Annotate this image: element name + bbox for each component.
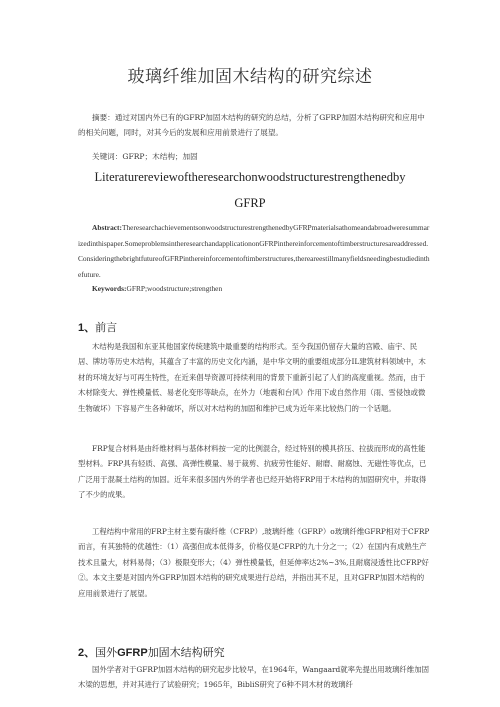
section-2-title-pre: 国外	[95, 646, 118, 659]
page-title: 玻璃纤维加固木结构的研究综述	[127, 67, 373, 87]
section-2-number: 2、	[78, 647, 96, 659]
section-2-heading	[78, 644, 225, 660]
section-1-heading	[78, 319, 117, 335]
abstract-en-label: Abstract:	[92, 223, 122, 232]
section-1-paragraph-3: 工程结构中常用的FRP主材主要有碳纤维（CFRP）,玻璃纤维（GFRP）o玻璃纤维GFRP相对于CFRP而言，有其独特的优越性：（1）高强但成本低得多，价格仅是CFRP的九十分之一；（2）在国内有成熟生产技术且量大，材料易得；（3）极限变形大；（4）弹性模量低，但延伸率达2%~3%,且耐腐浸透性比CFRP好②。本文主要是对国内外GFRP加固木结构的研究成果进行总结，并指出其不足，且对GFRP加固木结构的应用前景进行了展望。	[78, 527, 430, 598]
title-en-line2: GFRP	[234, 196, 266, 210]
section-1-paragraph-1: 木结构是我国和东亚其他国家传统建筑中最重要的结构形式。至今我国仍留存大量的宫殿、庙宇、民居、牌坊等历史木结构，其蕴含了丰富的历史文化内涵，是中华文明的重要组成部分IL建筑材料领域中，木材的环境友好与可再生特性，在近来倡导资源可持续利用的背景下重新引起了人们的高度重视。然而，由于木材除变大、弹性模量低、易老化变形等缺点，在外力（地震和台风）作用下或自然作用（雨、雪侵蚀或微生物破坏）下容易产生各种破坏，所以对木结构的加固和维护已成为近年来比较热门的一个话题。	[78, 342, 426, 413]
keywords-en	[92, 284, 222, 293]
title-en-line1: Literaturereviewoftheresearchonwoodstructurestrengthenedby	[94, 170, 406, 184]
keywords-en-label: Keywords:	[92, 284, 127, 293]
keywords-en-text: GFRP;woodstructure;strengthen	[126, 284, 223, 293]
section-1-title: 前言	[95, 321, 118, 334]
section-1-number: 1、	[78, 322, 96, 334]
section-1-paragraph-2: FRP复合材料是由纤维材料与基体材料按一定的比例混合，经过特别的模具挤压、拉拔而形成的高性能型材料。FRP具有轻质、高强、高弹性模量、易于裁剪、抗疲劳性能好、耐磨、耐腐蚀、无磁性等优点，已广泛用于混凝土结构的加固。近年来很多国内外的学者也已经开始将FRP用于木结构的加固研究中，并取得了不少的成果。	[78, 444, 427, 500]
section-2-title-bold: GFRP	[117, 647, 148, 659]
keywords-cn: 关键词：GFRP；木结构；加固	[92, 152, 198, 161]
abstract-en	[78, 220, 430, 282]
abstract-en-text: TheresearchachievementsonwoodstructurestrengthenedbyGFRPmaterialsathomeandabroadweresummarizedinthispaper.SomeproblemsintheresearchandapplicationonGFRPinthereinforcementoftimberstructuresareaddressed.ConsideringthebrightfutureofGFRPinthereinforcementoftimberstructures,thereareestillmanyfieldsneedingbestudiedinthefuture.	[78, 223, 430, 279]
abstract-cn: 摘要：通过对国内外已有的GFRP加固木结构的研究的总结，分析了GFRP加固木结构研究和应用中的相关问题，同时，对其今后的发展和应用前景进行了展望。	[78, 113, 425, 137]
section-2-title-post: 加固木结构研究	[147, 646, 225, 659]
section-2-paragraph-1: 国外学者对于GFRP加固木结构的研究起步比较早，在1964年，Wangaard就率先提出用玻璃纤维加固木梁的思想，并对其进行了试验研究；1965年，BibliS研究了6种不同木材的玻璃纤	[78, 665, 429, 690]
